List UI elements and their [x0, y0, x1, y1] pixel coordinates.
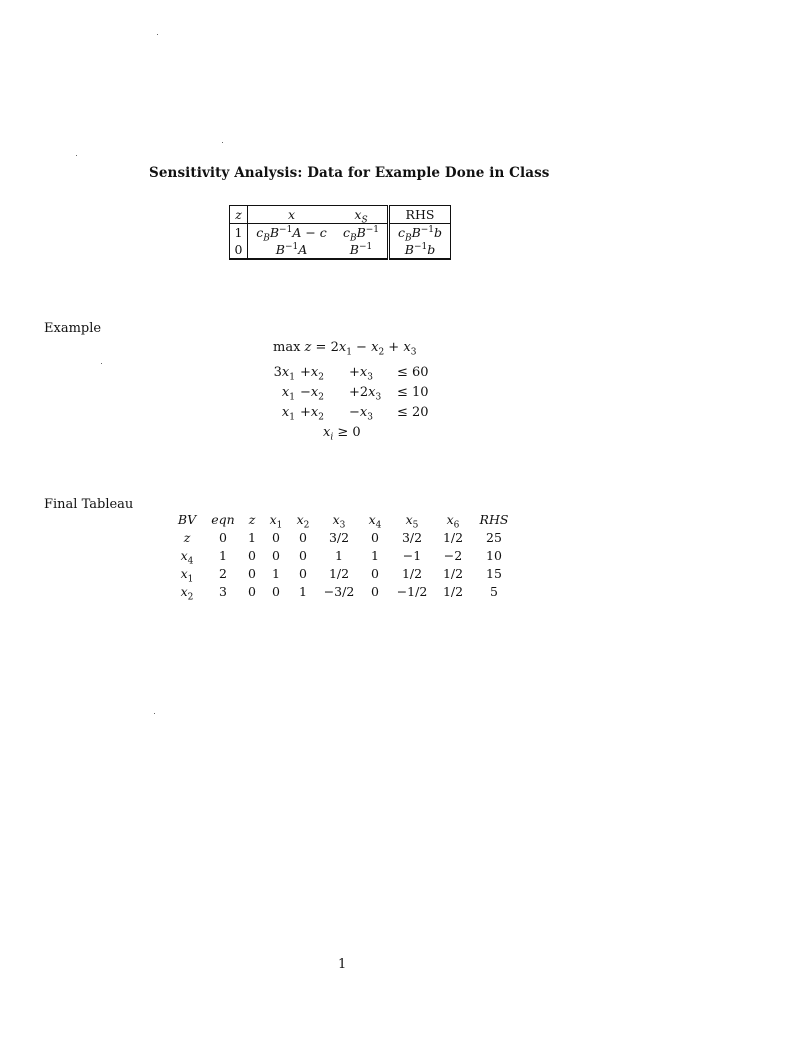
table-header-cell: x	[248, 206, 336, 224]
table-cell: 1	[335, 547, 343, 563]
table-cell: 25	[486, 529, 502, 545]
table-cell: 0	[272, 583, 280, 599]
table-cell: 1/2	[442, 583, 464, 599]
table-header-cell: eqn	[211, 511, 235, 527]
table-cell: 0	[248, 565, 256, 581]
objective-function: $\max z = 2x_1 - x_2 + x_3$	[273, 340, 417, 358]
constraint-row: $x_1$ $-x_2$ $+2x_3$ ≤ 10	[281, 384, 429, 403]
table-header-cell: z	[230, 206, 248, 224]
final-tableau-table	[168, 510, 516, 600]
example-label: Example	[44, 321, 102, 336]
basic-variable-cell: z	[183, 529, 191, 545]
table-row	[168, 582, 516, 600]
table-cell: 1/2	[442, 565, 464, 581]
constraint-row: $x_1$ $+x_2$ $-x_3$ ≤ 20	[281, 404, 429, 423]
table-cell: −1	[402, 547, 422, 563]
table-cell: 0	[371, 565, 379, 581]
table-cell: 1	[230, 224, 248, 242]
scan-speck	[154, 713, 155, 714]
table-cell: 5	[490, 583, 498, 599]
tableau-template-table	[229, 205, 451, 260]
table-cell: 0	[371, 583, 379, 599]
table-header-cell: $x_1$	[269, 511, 283, 530]
table-cell: 0	[299, 547, 307, 563]
table-cell: 1	[371, 547, 379, 563]
table-header-row	[168, 510, 516, 528]
basic-variable-cell: $x_2$	[180, 583, 194, 602]
table-cell: −1/2	[396, 583, 428, 599]
table-cell: 0	[299, 565, 307, 581]
constraint-row: $3x_1$ $+x_2$ $+x_3$ ≤ 60	[273, 364, 429, 383]
table-cell: 0	[272, 529, 280, 545]
scan-speck	[76, 155, 77, 156]
table-header-cell: $x_S$	[335, 206, 389, 224]
table-cell: 1/2	[328, 565, 350, 581]
basic-variable-cell: $x_1$	[180, 565, 194, 584]
table-cell: 0	[230, 241, 248, 259]
scan-speck	[157, 34, 158, 35]
table-cell: 0	[248, 583, 256, 599]
scan-speck	[222, 142, 223, 143]
page-title: Sensitivity Analysis: Data for Example Done in Class	[149, 165, 550, 181]
table-cell: 15	[486, 565, 502, 581]
table-row	[168, 546, 516, 564]
page-number: 1	[338, 957, 347, 972]
table-cell: 0	[248, 547, 256, 563]
constraints-table	[250, 362, 430, 422]
table-cell: 2	[219, 565, 227, 581]
table-cell: $c_BB^{-1}A - c$	[256, 224, 327, 244]
table-cell: 1	[219, 547, 227, 563]
table-cell: $B^{-1}$	[335, 241, 389, 259]
table-header-cell: $x_6$	[446, 511, 460, 530]
table-row	[168, 564, 516, 582]
basic-variable-cell: $x_4$	[180, 547, 194, 566]
table-cell: 0	[219, 529, 227, 545]
table-cell: 3	[219, 583, 227, 599]
table-cell: 1	[272, 565, 280, 581]
table-cell: $c_BB^{-1}b$	[389, 224, 451, 242]
table-cell: $c_BB^{-1}$	[335, 224, 389, 242]
table-cell: 10	[486, 547, 502, 563]
table-cell: 3/2	[328, 529, 350, 545]
table-cell: 3/2	[401, 529, 423, 545]
final-tableau-label: Final Tableau	[44, 497, 134, 512]
table-cell: 0	[272, 547, 280, 563]
table-cell: 0	[299, 529, 307, 545]
table-cell: $B^{-1}A$	[248, 241, 336, 259]
table-header-cell: z	[248, 511, 256, 527]
table-cell: 1	[299, 583, 307, 599]
table-cell: 1/2	[401, 565, 423, 581]
table-header-cell: RHS	[479, 511, 509, 527]
table-cell: −3/2	[323, 583, 355, 599]
table-header-cell: $x_5$	[405, 511, 419, 530]
table-header-cell: RHS	[389, 206, 451, 224]
table-row	[168, 528, 516, 546]
table-cell: 0	[371, 529, 379, 545]
table-header-cell: $x_3$	[332, 511, 346, 530]
table-row	[230, 241, 451, 259]
table-cell: 1/2	[442, 529, 464, 545]
nonnegativity-constraint: $x_i \ge 0$	[323, 425, 361, 443]
scan-speck	[101, 363, 102, 364]
table-header-cell: $x_4$	[368, 511, 382, 530]
table-cell: $B^{-1}b$	[389, 241, 451, 259]
table-row	[230, 224, 451, 242]
table-cell: 1	[248, 529, 256, 545]
table-header-cell: $x_2$	[296, 511, 310, 530]
table-cell: −2	[443, 547, 463, 563]
table-row	[230, 206, 451, 224]
table-header-cell: BV	[177, 511, 197, 527]
